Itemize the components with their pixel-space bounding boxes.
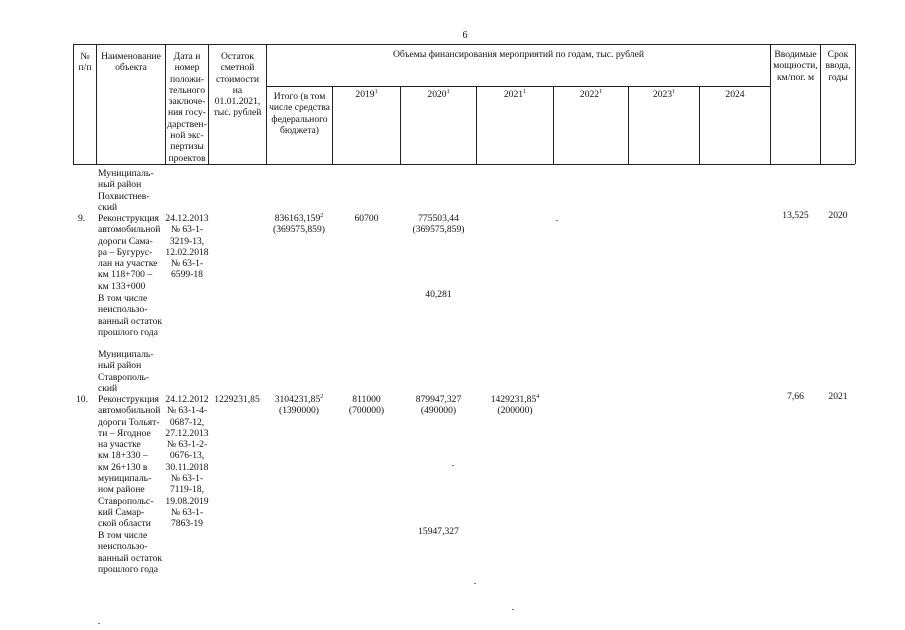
federal-2019: (700000)	[348, 405, 385, 417]
header-bottom-rule	[73, 164, 855, 165]
unused-2020: 15947,327	[418, 526, 459, 537]
capacity-value: 13,525	[782, 210, 809, 221]
total-cell	[266, 394, 332, 417]
header-year: 2021$^1$	[503, 88, 527, 100]
header-year-2022: 2022	[579, 89, 600, 100]
object-name: Реконструкция автомобильной дороги Тольят- ти – Ягодное на участке км 18+330 – км 26+130 в муниципаль- ном районе Ставропольс- кий Самар- ской области	[98, 394, 161, 530]
header-num: № п/п	[78, 51, 92, 74]
cell-2020	[401, 213, 476, 236]
header-year-2021: 2021	[503, 89, 524, 100]
term-value: 2020	[828, 210, 848, 221]
header-year: 2023$^1$	[652, 88, 676, 100]
value-2020: 879947,327	[415, 394, 462, 405]
district-label: Муниципаль- ный район Ставрополь- ский	[98, 349, 154, 394]
row-number: 10.	[76, 394, 88, 405]
total-cell	[266, 213, 332, 236]
footnote-mark: 2	[320, 212, 324, 219]
term-value: 2021	[828, 391, 848, 402]
header-year-2024: 2024	[725, 89, 745, 100]
cell-2020	[401, 394, 476, 417]
value-2019: 811000	[352, 394, 381, 405]
expertise-date: 24.12.2013 № 63-1- 3219-13, 12.02.2018 № 63-1- 6599-18	[165, 213, 209, 281]
federal-2020: (490000)	[420, 405, 457, 417]
header-subrule	[266, 86, 770, 87]
scan-speck	[556, 220, 558, 221]
header-total: Итого (в том числе средства федерального бюджета)	[269, 91, 330, 136]
header-year: 2020$^1$	[427, 88, 450, 100]
header-year: 2022$^1$	[579, 88, 603, 100]
page-number: 6	[462, 30, 468, 41]
header-year-2019: 2019	[355, 89, 375, 100]
row-number: 9.	[78, 213, 86, 224]
header-funding: Объемы финансирования мероприятий по годам, тыс. рублей	[393, 49, 644, 60]
scan-speck	[452, 465, 454, 466]
value-2019: 60700	[354, 213, 379, 224]
col-divider	[855, 44, 856, 164]
header-year-2020: 2020	[427, 89, 447, 100]
header-year-2023: 2023	[652, 89, 673, 100]
district-label: Муниципаль- ный район Похвистнев- ский	[98, 168, 154, 213]
footnote-mark: 4	[536, 393, 540, 400]
federal-2020: (369575,859)	[412, 224, 465, 236]
remainder-value: 1229231,85	[214, 394, 260, 405]
header-top-rule	[73, 44, 855, 45]
capacity-value: 7,66	[787, 391, 804, 402]
header-name: Наименование объекта	[101, 51, 161, 74]
total-value: 3104231,85	[274, 394, 321, 405]
unused-label: В том числе неиспользо- ванный остаток прошлого года	[98, 530, 163, 575]
unused-2020: 40,281	[425, 289, 452, 300]
total-federal: (369575,859)	[273, 224, 325, 236]
expertise-date: 24.12.2012 № 63-1-4- 0687-12, 27.12.2013 № 63-1-2- 0676-13, 30.11.2018 № 63-1- 7119-18, 19.08.2019 № 63-1- 7863-19	[165, 394, 209, 530]
unused-label: В том числе неиспользо- ванный остаток прошлого года	[98, 293, 163, 338]
scan-speck	[512, 609, 514, 610]
cell-2019	[333, 394, 400, 417]
header-remainder: Остаток сметной стоимости на 01.01.2021, тыс. рублей	[213, 51, 262, 119]
total-value: 836163,159	[274, 213, 321, 224]
header-term: Срок ввода, годы	[825, 49, 851, 83]
total-federal: (1390000)	[279, 405, 319, 417]
scan-speck	[474, 583, 476, 584]
header-year: 2019$^1$	[355, 88, 378, 100]
footnote-mark: 2	[320, 393, 324, 400]
value-2021: 1429231,85	[490, 394, 537, 405]
federal-2021: (200000)	[497, 405, 533, 417]
scan-speck	[98, 623, 100, 624]
value-2020: 775503,44	[418, 213, 459, 224]
header-capacity: Вводимые мощности, км/пог. м	[773, 49, 818, 83]
header-date: Дата и номер положи- тельного заключе- ния госу- дарствен- ной экс- пертизы проектов	[167, 51, 207, 164]
cell-2021	[477, 394, 553, 417]
object-name: Реконструкция автомобильной дороги Сама- ра – Бугурус- лан на участке км 118+700 – км 133+000	[98, 213, 161, 292]
